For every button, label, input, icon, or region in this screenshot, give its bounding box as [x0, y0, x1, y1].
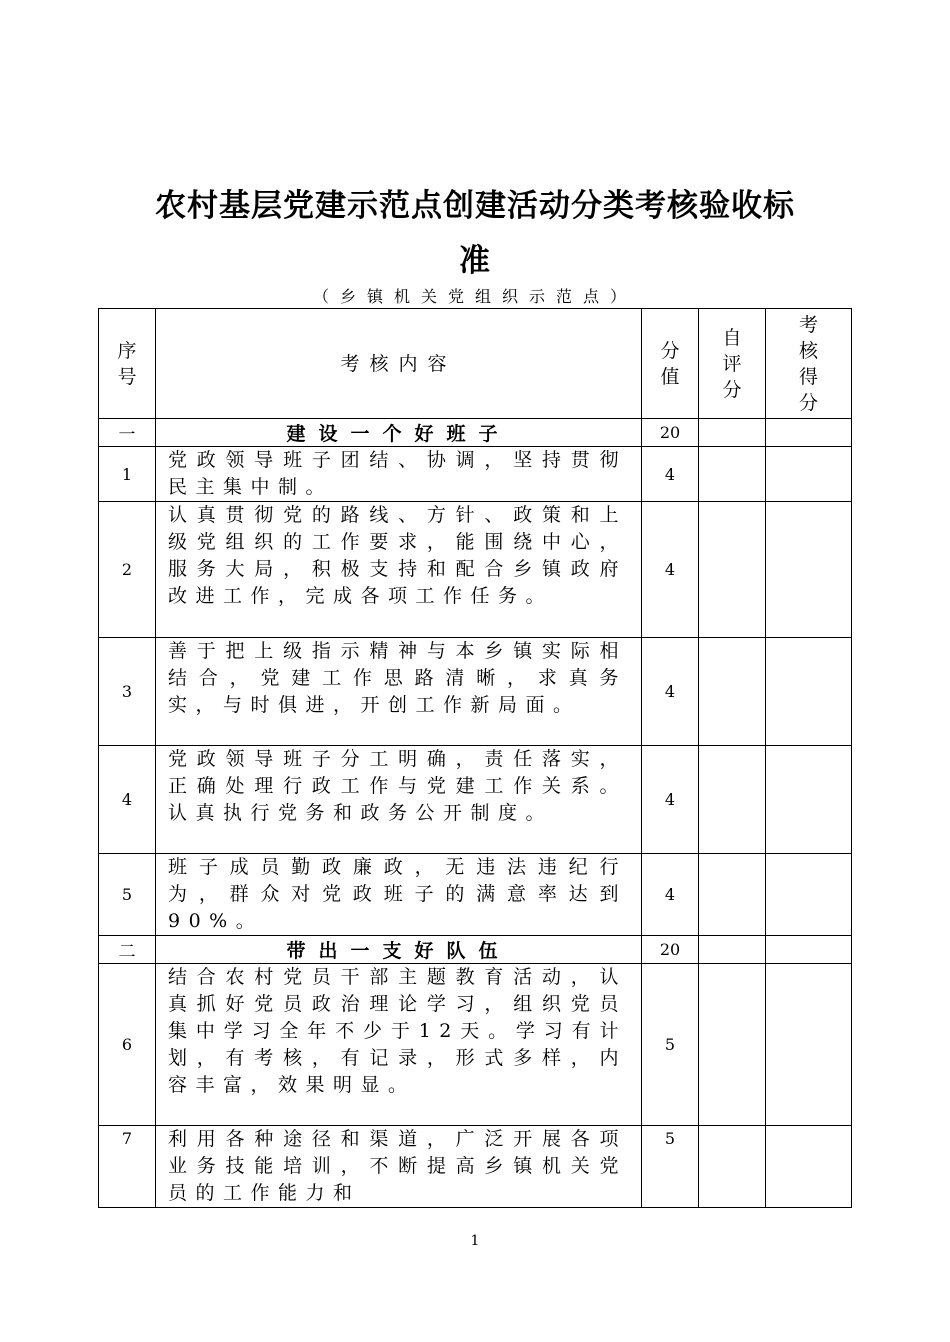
section-points: 20 — [642, 419, 699, 447]
assessment-score-cell — [766, 1126, 852, 1208]
assessment-score-cell — [766, 447, 852, 502]
row-index: 5 — [99, 854, 156, 936]
self-score-cell — [699, 854, 766, 936]
row-content: 班子成员勤政廉政，无违法违纪行为，群众对党政班子的满意率达到90%。 — [156, 854, 642, 936]
table-row — [99, 447, 852, 502]
table-row — [99, 964, 852, 1126]
section-index: 一 — [99, 419, 156, 447]
row-index: 6 — [99, 964, 156, 1126]
row-points: 4 — [642, 854, 699, 936]
row-content: 善于把上级指示精神与本乡镇实际相结合，党建工作思路清晰，求真务实，与时俱进，开创工作新局面。 — [156, 638, 642, 746]
assessment-score-cell — [766, 964, 852, 1126]
header-points: 分值 — [642, 309, 699, 419]
row-points: 4 — [642, 502, 699, 638]
assessment-score-cell — [766, 936, 852, 964]
row-content: 党政领导班子分工明确，责任落实，正确处理行政工作与党建工作关系。认真执行党务和政务公开制度。 — [156, 746, 642, 854]
assessment-score-cell — [766, 746, 852, 854]
row-content: 利用各种途径和渠道，广泛开展各项业务技能培训，不断提高乡镇机关党员的工作能力和 — [156, 1126, 642, 1208]
self-score-cell — [699, 964, 766, 1126]
document-subtitle: （乡镇机关党组织示范点） — [312, 287, 637, 306]
self-score-cell — [699, 502, 766, 638]
section-row — [99, 419, 852, 447]
header-assessment-score: 考核得分 — [766, 309, 852, 419]
page-number: 1 — [470, 1233, 480, 1249]
row-content: 结合农村党员干部主题教育活动，认真抓好党员政治理论学习，组织党员集中学习全年不少于12天。学习有计划，有考核，有记录，形式多样，内容丰富，效果明显。 — [156, 964, 642, 1126]
self-score-cell — [699, 447, 766, 502]
assessment-table — [98, 308, 852, 1208]
section-index: 二 — [99, 936, 156, 964]
row-index: 3 — [99, 638, 156, 746]
section-points: 20 — [642, 936, 699, 964]
header-index: 序号 — [99, 309, 156, 419]
document-title-line-2: 准 — [459, 243, 491, 279]
section-row — [99, 936, 852, 964]
assessment-score-cell — [766, 638, 852, 746]
row-content: 认真贯彻党的路线、方针、政策和上级党组织的工作要求，能围绕中心，服务大局，积极支持和配合乡镇政府改进工作，完成各项工作任务。 — [156, 502, 642, 638]
header-self-score: 自评分 — [699, 309, 766, 419]
header-row — [99, 309, 852, 419]
row-content: 党政领导班子团结、协调，坚持贯彻民主集中制。 — [156, 447, 642, 502]
table-row — [99, 502, 852, 638]
section-title: 建设一个好班子 — [156, 419, 642, 447]
assessment-score-cell — [766, 854, 852, 936]
self-score-cell — [699, 746, 766, 854]
self-score-cell — [699, 419, 766, 447]
row-points: 4 — [642, 638, 699, 746]
self-score-cell — [699, 638, 766, 746]
document-title-line-1: 农村基层党建示范点创建活动分类考核验收标 — [155, 188, 795, 224]
section-title: 带出一支好队伍 — [156, 936, 642, 964]
row-points: 4 — [642, 447, 699, 502]
table-row — [99, 1126, 852, 1208]
header-content: 考核内容 — [156, 309, 642, 419]
assessment-score-cell — [766, 502, 852, 638]
row-points: 4 — [642, 746, 699, 854]
assessment-score-cell — [766, 419, 852, 447]
row-index: 1 — [99, 447, 156, 502]
row-index: 4 — [99, 746, 156, 854]
table-row — [99, 746, 852, 854]
table-row — [99, 854, 852, 936]
self-score-cell — [699, 936, 766, 964]
row-index: 2 — [99, 502, 156, 638]
self-score-cell — [699, 1126, 766, 1208]
table-row — [99, 638, 852, 746]
row-points: 5 — [642, 1126, 699, 1208]
row-points: 5 — [642, 964, 699, 1126]
row-index: 7 — [99, 1126, 156, 1208]
